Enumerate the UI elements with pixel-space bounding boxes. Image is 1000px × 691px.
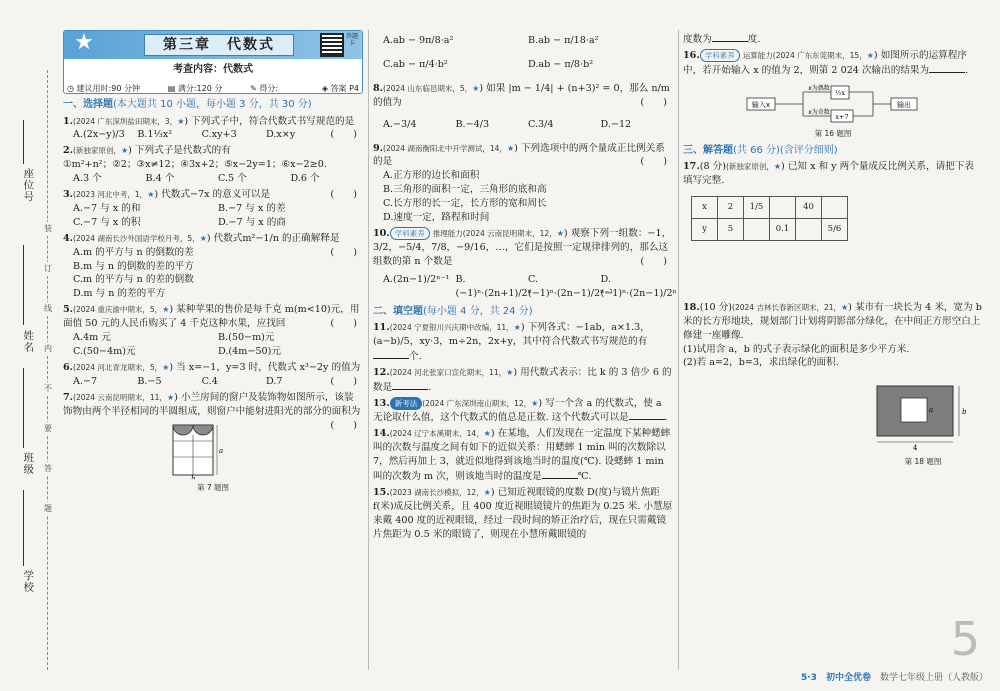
- flow-odd: x为奇数: [808, 108, 830, 116]
- answer-blank[interactable]: [373, 349, 409, 359]
- seal-char: 不: [44, 382, 52, 396]
- q7-options: A.ab − 9π/8·a² B.ab − π/18·a²: [383, 35, 599, 46]
- question-17: 17.(8 分)(新独家原创，★) 已知 x 和 y 两个量成反比例关系，请把下表填写完整. x 2 1/5 40 y 5 0.1 5/6: [683, 160, 983, 241]
- options: A.(2x−y)/3 B.1⅓x² C.xy+3 D.x×y: [73, 129, 296, 141]
- seal-char: 订: [44, 262, 52, 276]
- got-icon: ✎ 得分:: [250, 84, 279, 93]
- seal-char: 内: [44, 342, 52, 356]
- series-label: 初中全优卷: [825, 672, 871, 683]
- table-cell: 1/5: [744, 196, 770, 218]
- table-row: [692, 218, 848, 240]
- answer-blank[interactable]: [712, 32, 748, 42]
- table-cell: 5/6: [822, 218, 848, 240]
- question-11: 11.(2024 宁夏银川兴庆期中改编，11，★) 下列各式：−1ab，a×1.3，(a−b)/5，xy·3，m÷2n，2x+y，其中符合代数式书写规范的有个.: [373, 322, 650, 362]
- difficulty-star-icon: ★: [199, 233, 207, 243]
- star-icon: ★: [74, 30, 94, 55]
- table-cell: x: [692, 196, 718, 218]
- options: A.4m 元 B.(50−m)元 C.(50−4m)元 D.(4m−50)元: [73, 332, 281, 357]
- flow-input: 输入x: [751, 100, 771, 109]
- question-6: 6.(2024 河北青龙期末，5，★) 当 x=−1，y=3 时，代数式 x³−2y 的值为 ( ) A.−7 B.−5 C.4 D.7: [63, 361, 361, 387]
- new-method-tag: 新考法: [390, 397, 423, 410]
- time-label: 建议用时:90 分钟: [76, 84, 140, 93]
- table-cell[interactable]: [796, 218, 822, 240]
- column-divider: [678, 30, 679, 670]
- svg-text:a: a: [218, 446, 223, 455]
- table-cell[interactable]: [822, 196, 848, 218]
- question-8: 8.(2024 山东临邑期末，5，★) 如果 |m − 1/4| + (n+3)² = 0，那么 n/m 的值为 ( ) A.−3/4 B.−4/3 C.3/4 D.−12: [373, 82, 673, 132]
- score-label: 满分:120 分: [177, 84, 223, 93]
- figure-18: [873, 382, 973, 468]
- brand-label: 5·3: [800, 672, 817, 683]
- options: A.正方形的边长和面积 B.三角形的面积一定，三角形的底和高 C.长方形的长一定，长方形的宽和周长 D.速度一定，路程和时间: [383, 170, 547, 224]
- table-cell[interactable]: [770, 196, 796, 218]
- flow-half: ½x: [835, 88, 845, 97]
- class-label: 班级: [22, 452, 35, 475]
- table-cell: 0.1: [770, 218, 796, 240]
- got-label: 得分:: [259, 84, 279, 93]
- window-figure: [167, 423, 227, 479]
- seat-line: [23, 120, 24, 164]
- question-15: 15.(2023 湖南长沙模拟，12，★) 已知近视眼镜的度数 D(度)与镜片焦距 f(米)成反比例关系，且 400 度近视眼镜镜片的焦距为 0.25 米. 小慧原来戴 400 度的近视眼镜，经过一段时间的矫正治疗后，现在只需戴镜片焦距为 0.5 米的眼镜了，则现在小慧所戴眼镜的: [373, 486, 673, 540]
- garden-figure: [873, 382, 973, 452]
- svg-text:b: b: [190, 474, 196, 479]
- difficulty-star-icon: ★: [162, 362, 170, 372]
- section-3-header: 三、解答题(共 66 分)(含评分细则): [683, 144, 838, 156]
- question-4: 4.(2024 湖南长沙外国语学校月考，5，★) 代数式m²−1/n 的正确解释是 ( ) A.m 的平方与 n 的倒数的差 B.m 与 n 的倒数的差的平方 C.m 的平方与 n 的差的倒数 D.m 与 n 的差的平方: [63, 232, 363, 302]
- seal-char: 答: [44, 462, 52, 476]
- school-line: [23, 490, 24, 566]
- svg-text:4: 4: [913, 444, 918, 453]
- difficulty-star-icon: ★: [177, 116, 185, 126]
- seal-char: 要: [44, 422, 52, 436]
- column-1: [63, 30, 363, 496]
- options: A.(2n−1)/2ⁿ⁻¹ B.(−1)ⁿ·(2n+1)/2ⁿ C.(−1)ⁿ·(2n−1)/2ⁿ⁻¹ D.(−1)ⁿ·(2n−1)/2ⁿ: [383, 273, 677, 299]
- clock-icon: ◷ 建议用时:90 分钟: [67, 84, 140, 93]
- question-18: 18.(10 分)(2024 吉林长春新区期末，21，★) 某市有一块长为 4 米，宽为 b 米的长方形地块，规划部门计划将阴影部分绿化，在中间正方形空白上修建一座雕像. (1)试用含 a，b 的式子表示绿化的面积是多少平方米. (2)若 a=2，b=3，求出绿化的面积. b a 4 第 18 题图: [683, 301, 982, 467]
- exam-scope: 考查内容：代数式: [173, 64, 253, 75]
- figure-caption: 第 16 题图: [814, 128, 852, 138]
- question-12: 12.(2024 河北张家口宣化期末，11，★) 用代数式表示：比 k 的 3 倍少 6 的数是 .: [373, 366, 672, 393]
- qr-label: 答题卡: [346, 33, 359, 47]
- figure-7: [63, 423, 363, 495]
- q7-options: C.ab − π/4·b² D.ab − π/8·b²: [383, 58, 594, 70]
- question-15-continued: 度数为 度.: [683, 34, 761, 45]
- score-icon: ▤ 满分:120 分: [167, 84, 223, 93]
- chapter-header: [63, 30, 363, 94]
- answer-blank[interactable]: [542, 469, 578, 479]
- difficulty-star-icon: ★: [483, 429, 491, 439]
- difficulty-star-icon: ★: [866, 50, 874, 60]
- figure-caption: 第 18 题图: [904, 457, 942, 467]
- column-divider: [368, 30, 369, 670]
- table-cell: y: [692, 218, 718, 240]
- difficulty-star-icon: ★: [166, 392, 175, 402]
- book-label: 数学七年级上册（人教版）: [879, 672, 988, 683]
- cut-line: [47, 70, 48, 670]
- answer-blank[interactable]: [929, 63, 965, 73]
- seal-char: 装: [44, 222, 52, 236]
- answer-icon: ◈ 答案 P4: [321, 84, 359, 93]
- chapter-title: 第三章 代数式: [144, 34, 294, 56]
- answer-blank[interactable]: [392, 380, 428, 390]
- options: A.−7 与 x 的和 B.−7 与 x 的差 C.−7 与 x 的积 D.−7 与 x 的商: [73, 202, 286, 228]
- question-9: 9.(2024 湖南衡阳北中开学测试，14，★) 下列选项中的两个量成正比例关系的是 ( ) A.正方形的边长和面积 B.三角形的面积一定，三角形的底和高 C.长方形的长一定，长方形的宽和周长 D.速度一定，路程和时间: [373, 142, 673, 225]
- question-3: 3.(2023 河北中考，1，★) 代数式−7x 的意义可以是 ( ) A.−7 与 x 的和 B.−7 与 x 的差 C.−7 与 x 的积 D.−7 与 x 的商: [63, 188, 363, 230]
- seat-label: 座位号: [22, 168, 35, 203]
- question-14: 14.(2024 辽宁本溪期末，14，★) 在某地，人们发现在一定温度下某种蟋蟀叫的次数与温度之间有如下的近似关系：用蟋蟀 1 min 叫的次数除以 7，然后再加上 3，就近似地得到该地当时的温度(℃). 设蟋蟀 1 min 叫的次数为 m 次，则该地当时的温度是 ℃.: [373, 428, 671, 483]
- options: A.−3/4 B.−4/3 C.3/4 D.−12: [383, 118, 632, 130]
- school-label: 学校: [22, 570, 35, 593]
- difficulty-star-icon: ★: [472, 83, 480, 93]
- flowchart: [743, 84, 923, 124]
- difficulty-star-icon: ★: [556, 228, 564, 238]
- options: A.−7 B.−5 C.4 D.7: [73, 375, 283, 387]
- difficulty-star-icon: ★: [506, 143, 515, 153]
- section-1-header: 一、选择题(本大题共 10 小题，每小题 3 分，共 30 分): [63, 99, 312, 110]
- flow-even: x为偶数: [808, 84, 830, 92]
- subject-tag: 学科素养: [700, 49, 740, 62]
- options: A.m 的平方与 n 的倒数的差 B.m 与 n 的倒数的差的平方 C.m 的平方与 n 的差的倒数 D.m 与 n 的差的平方: [73, 246, 194, 300]
- options: A.3 个 B.4 个 C.5 个 D.6 个: [73, 173, 320, 185]
- answer-label: 答案 P4: [330, 84, 359, 93]
- column-3: [683, 30, 983, 470]
- name-label: 姓名: [22, 330, 35, 353]
- table-cell[interactable]: [744, 218, 770, 240]
- exam-info-bar: [63, 81, 363, 97]
- proportion-table: [691, 196, 848, 241]
- difficulty-star-icon: ★: [506, 367, 514, 377]
- section-2-header: 二、填空题(每小题 4 分，共 24 分): [373, 305, 533, 317]
- question-16: 16. 学科素养 运算能力(2024 广东东莞期末，15，★) 如图所示的运算程序中，若开始输入 x 的值为 2，则第 2 024 次输出的结果为 . 输入x x为偶数 x为奇数 ½x x+7 输出 第 16 题图: [683, 49, 983, 140]
- question-2: 2.(新独家原创，★) 下列式子是代数式的有 ①m²+n²；②2；③x≠12；④3x+2；⑤x−2y=1；⑥x−2≥0. A.3 个 B.4 个 C.5 个 D.6 个: [63, 144, 363, 186]
- column-2: [373, 30, 677, 544]
- table-cell: 5: [718, 218, 744, 240]
- page-number: 5: [950, 612, 980, 667]
- figure-caption: 第 7 题图: [196, 483, 230, 493]
- answer-blank[interactable]: [629, 410, 665, 420]
- difficulty-star-icon: ★: [120, 146, 129, 156]
- name-line: [23, 245, 24, 325]
- binding-strip: [0, 0, 60, 691]
- table-cell: 2: [718, 196, 744, 218]
- qr-code-icon[interactable]: [320, 33, 344, 57]
- seal-char: 题: [44, 502, 52, 516]
- question-5: 5.(2024 重庆渝中期末，5，★) 某种苹果的售价是每千克 m(m<10)元，用面值 50 元的人民币购买了 4 千克这种水果，应找回 ( ) A.4m 元 B.(50−m)元 C.(50−4m)元 D.(4m−50)元: [63, 303, 363, 359]
- difficulty-star-icon: ★: [841, 302, 849, 312]
- table-cell: 40: [796, 196, 822, 218]
- question-1: 1.(2024 广东深圳盐田期末，3，★) 下列式子中，符合代数式书写规范的是 ( ) A.(2x−y)/3 B.1⅓x² C.xy+3 D.x×y: [63, 115, 357, 141]
- class-line: [23, 368, 24, 448]
- seal-char: 线: [44, 302, 52, 316]
- svg-text:a: a: [929, 406, 934, 415]
- question-7: 7.(2024 云南昆明期末，11，★) 小兰房间的窗户及装饰物如图所示，该装饰物由两个半径相同的半圆组成，则窗户中能射进阳光的部分的面积为 ( ) a b 第 7 题图: [63, 391, 363, 495]
- footer: [801, 672, 988, 685]
- difficulty-star-icon: ★: [162, 305, 170, 315]
- flow-output: 输出: [897, 100, 911, 109]
- difficulty-star-icon: ★: [531, 398, 539, 408]
- flow-plus: x+7: [835, 112, 849, 121]
- table-row: [692, 196, 848, 218]
- difficulty-star-icon: ★: [513, 323, 521, 332]
- svg-text:b: b: [962, 408, 967, 417]
- subject-tag: 学科素养: [390, 227, 430, 240]
- figure-16: [683, 84, 983, 140]
- difficulty-star-icon: ★: [483, 487, 491, 497]
- question-10: 10. 学科素养 推理能力(2024 云南昆明期末，12，★) 观察下列一组数：−1，3/2，−5/4，7/8，−9/16，…，它们是按照一定规律排列的，那么这组数的第 n 个数是 ( ) A.(2n−1)/2ⁿ⁻¹ B.(−1)ⁿ·(2n+1)/2ⁿ C.(−1)ⁿ·(2n−1)/2ⁿ⁻¹ D.(−1)ⁿ·(2n−1)/2ⁿ: [373, 227, 677, 299]
- question-13: 13. 新考法 (2024 广东深圳南山期末，12，★) 写一个含 a 的代数式，使 a 无论取什么值，这个代数式的值总是正数. 这个代数式可以是 .: [373, 397, 668, 424]
- difficulty-star-icon: ★: [773, 162, 782, 171]
- difficulty-star-icon: ★: [147, 190, 155, 200]
